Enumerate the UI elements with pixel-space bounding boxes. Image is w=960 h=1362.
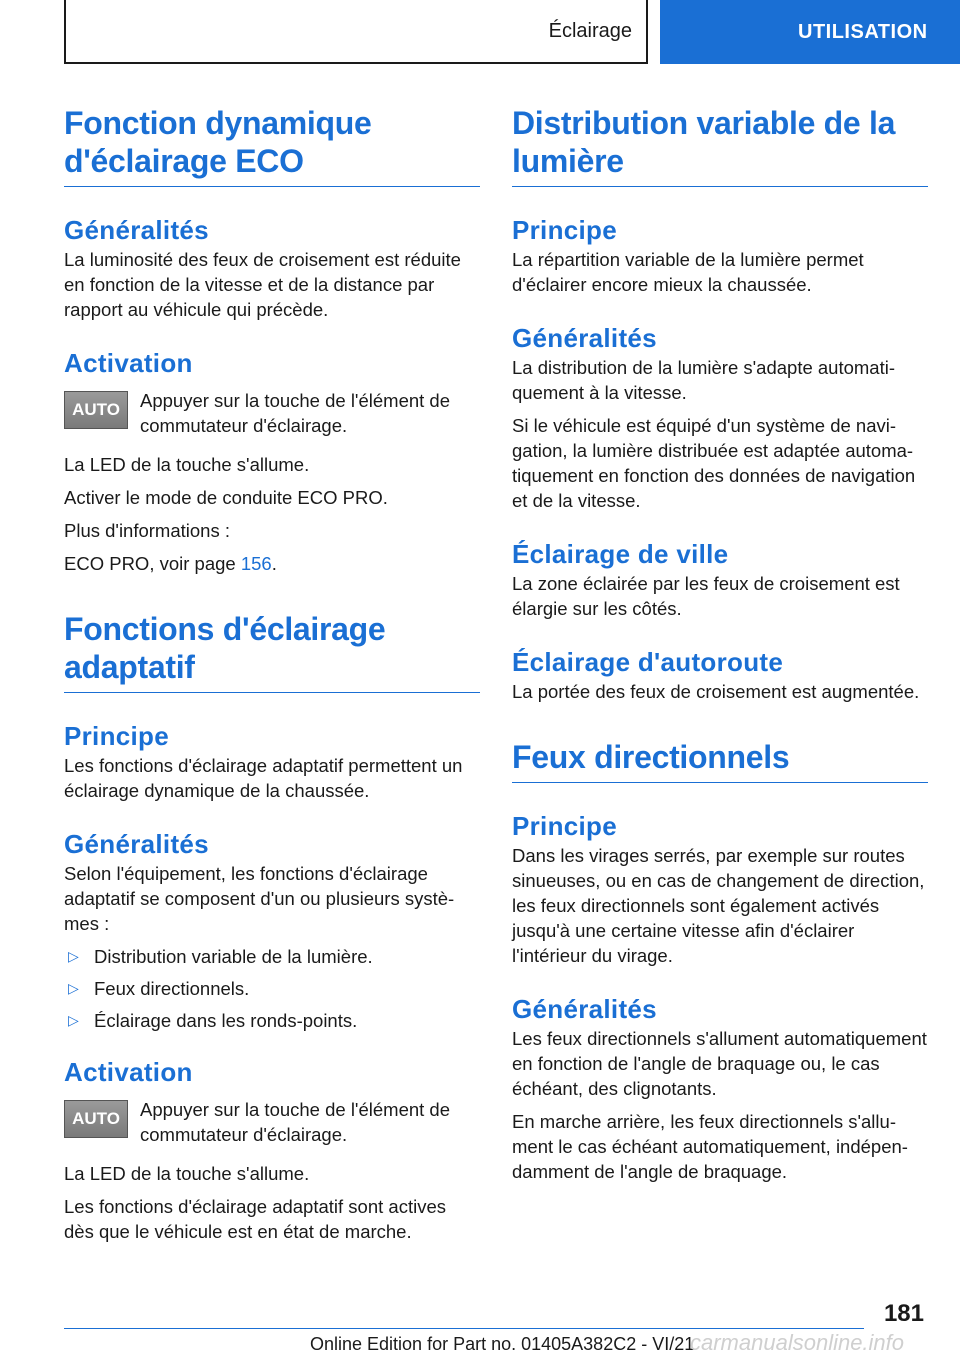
directional-principle-text: Dans les virages serrés, par exemple sur routes sinueuses, ou en cas de changement de direction, les feux directionnels sont également activés jusqu'à une certaine vitesse afin d'éclairer l'intérieur du virage. xyxy=(512,845,925,966)
triangle-bullet-icon: ▷ xyxy=(68,1012,79,1028)
distribution-general-text-2: Si le véhicule est équipé d'un système de navigation, la lumière distribuée est adaptée automatiquement en fonction des données de navigation et de la vitesse. xyxy=(512,415,916,511)
heading-eco-general: Généralités xyxy=(64,215,209,245)
heading-adaptive-principle: Principe xyxy=(64,721,169,751)
eco-general-text: La luminosité des feux de croisement est réduite en fonction de la vitesse et de la distance par rapport au véhicule qui précède. xyxy=(64,249,461,320)
adaptive-systems-list xyxy=(64,944,480,1033)
watermark: carmanualsonline.info xyxy=(690,1330,905,1355)
triangle-bullet-icon: ▷ xyxy=(68,980,79,996)
right-column xyxy=(512,104,928,1184)
eco-activation-row xyxy=(64,388,480,438)
motorway-lighting-text: La portée des feux de croisement est augmentée. xyxy=(512,681,920,702)
header-chapter-title: UTILISATION xyxy=(798,20,928,43)
auto-button-icon: AUTO xyxy=(64,1100,128,1138)
eco-more-text: Plus d'informations : xyxy=(64,520,230,541)
adaptive-led-text: La LED de la touche s'allume. xyxy=(64,1163,310,1184)
heading-eco-lighting: Fonction dynamique d'éclairage ECO xyxy=(64,104,480,187)
list-item: ▷ Éclairage dans les ronds-points. xyxy=(64,1008,480,1033)
footer-divider xyxy=(64,1328,864,1329)
heading-distribution-principle: Principe xyxy=(512,215,617,245)
distribution-principle-text: La répartition variable de la lumière permet d'éclairer encore mieux la chaussée. xyxy=(512,249,864,295)
heading-directional-general: Généralités xyxy=(512,994,657,1024)
eco-ref-text: ECO PRO, voir page xyxy=(64,553,241,574)
adaptive-general-text: Selon l'équipement, les fonctions d'éclairage adaptatif se composent d'un ou plusieurs systèmes : xyxy=(64,863,455,934)
heading-directional-lights: Feux directionnels xyxy=(512,738,928,783)
heading-adaptive-activation: Activation xyxy=(64,1057,193,1087)
directional-general-text-2: En marche arrière, les feux directionnels s'allument le cas échéant automatiquement, indépendamment de l'angle de braquage. xyxy=(512,1111,908,1182)
list-item: ▷ Feux directionnels. xyxy=(64,976,480,1001)
eco-reference xyxy=(64,551,480,576)
eco-ref-page-link[interactable]: 156 xyxy=(240,553,272,574)
adaptive-principle-text: Les fonctions d'éclairage adaptatif permettent un éclairage dynamique de la chaussée. xyxy=(64,755,463,801)
heading-adaptive-lighting: Fonctions d'éclairage adaptatif xyxy=(64,610,480,693)
heading-directional-principle: Principe xyxy=(512,811,617,841)
triangle-bullet-icon: ▷ xyxy=(68,948,79,964)
header-section-title: Éclairage xyxy=(548,19,632,42)
adaptive-activation-row xyxy=(64,1097,480,1147)
heading-distribution-general: Généralités xyxy=(512,323,657,353)
distribution-general-text-1: La distribution de la lumière s'adapte automatiquement à la vitesse. xyxy=(512,357,896,403)
left-column xyxy=(64,104,480,1244)
header-chapter-tab xyxy=(660,0,960,64)
directional-general-text-1: Les feux directionnels s'allument automatiquement en fonction de l'angle de braquage ou, le cas échéant, des clignotants. xyxy=(512,1028,927,1099)
heading-city-lighting: Éclairage de ville xyxy=(512,539,729,569)
heading-adaptive-general: Généralités xyxy=(64,829,209,859)
heading-eco-activation: Activation xyxy=(64,348,193,378)
eco-mode-text: Activer le mode de conduite ECO PRO. xyxy=(64,487,388,508)
page-number: 181 xyxy=(883,1300,924,1327)
list-item: ▷ Distribution variable de la lumière. xyxy=(64,944,480,969)
auto-button-icon: AUTO xyxy=(64,391,128,429)
heading-variable-distribution: Distribution variable de la lumière xyxy=(512,104,928,187)
eco-ref-end: . xyxy=(271,553,277,574)
adaptive-active-text: Les fonctions d'éclairage adaptatif sont actives dès que le véhicule est en état de marche. xyxy=(64,1196,446,1242)
edition-text: Online Edition for Part no. 01405A382C2 - VI/21 xyxy=(310,1334,695,1354)
adaptive-activation-text: Appuyer sur la touche de l'élément de commutateur d'éclairage. xyxy=(140,1099,451,1145)
eco-activation-text: Appuyer sur la touche de l'élément de commutateur d'éclairage. xyxy=(140,390,451,436)
city-lighting-text: La zone éclairée par les feux de croisement est élargie sur les côtés. xyxy=(512,573,900,619)
header-section-box xyxy=(64,0,648,64)
eco-led-text: La LED de la touche s'allume. xyxy=(64,454,310,475)
heading-motorway-lighting: Éclairage d'autoroute xyxy=(512,647,784,677)
